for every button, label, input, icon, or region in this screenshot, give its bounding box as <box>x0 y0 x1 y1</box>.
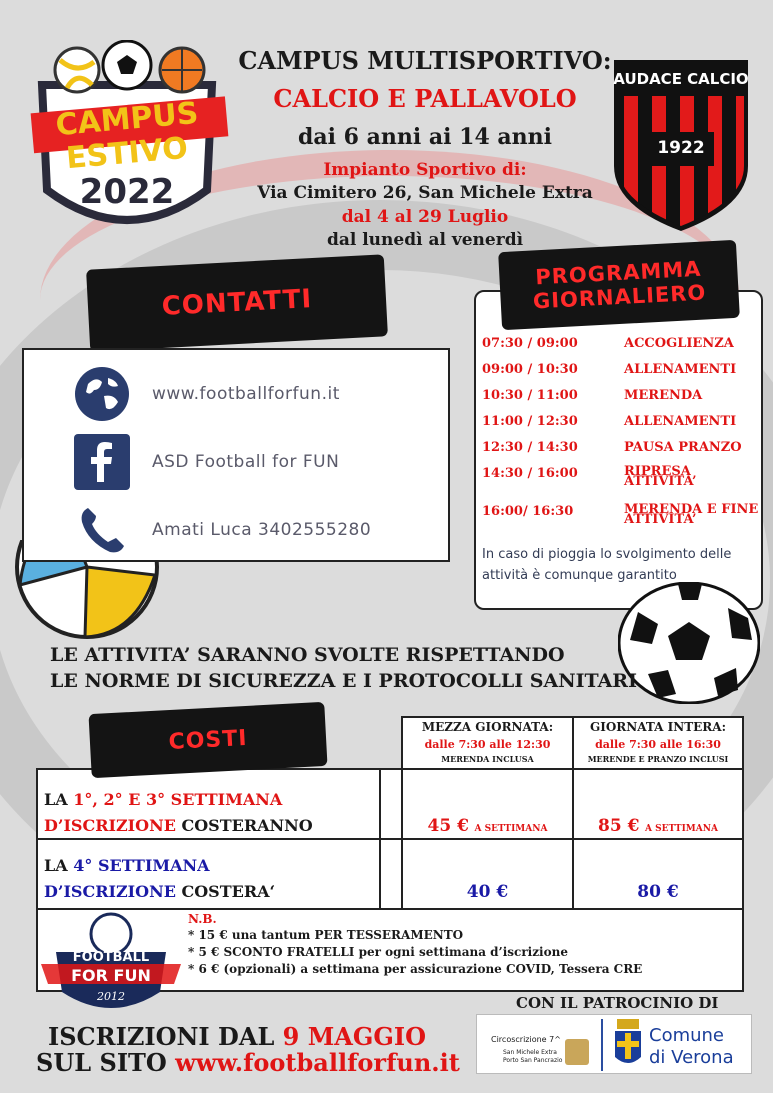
row1-price1: 45 € <box>427 816 469 836</box>
col2-note: MERENDE E PRANZO INCLUSI <box>587 754 729 764</box>
footer-sito-url[interactable]: www.footballforfun.it <box>175 1048 460 1077</box>
note-item: * 6 € (opzionali) a settimana per assicurazione COVID, Tessera CRE <box>188 962 643 976</box>
row1-price-full <box>574 816 742 836</box>
logo-divider <box>601 1019 603 1071</box>
soccer-ball-icon <box>618 582 760 704</box>
safety-line-2: LE NORME DI SICUREZZA E I PROTOCOLLI SANITARI <box>50 670 637 692</box>
contact-website-text: www.footballforfun.it <box>152 384 340 404</box>
row2-verb: COSTERA‘ <box>175 882 276 901</box>
row1-price2: 85 € <box>598 816 640 836</box>
programma-activity: PAUSA PRANZO <box>624 440 742 455</box>
globe-icon <box>74 366 130 422</box>
footer-sito <box>36 1048 460 1077</box>
circoscrizione-emblem <box>565 1039 589 1065</box>
programma-activity: ALLENAMENTI <box>624 362 737 377</box>
footer-sito-prefix: SUL SITO <box>36 1048 176 1077</box>
row2-weeks: 4° SETTIMANA <box>73 856 210 875</box>
col1-title: MEZZA GIORNATA: <box>421 720 554 734</box>
programma-title-line1: PROGRAMMA <box>534 256 702 290</box>
programma-activity: MERENDA E FINE ATTIVITA’ <box>624 502 759 527</box>
header-subtitle: CALCIO E PALLAVOLO <box>273 84 577 113</box>
programma-note: In caso di pioggia lo svolgimento delle attività è comunque garantito <box>482 547 732 583</box>
comune-line1: Comune <box>649 1025 725 1046</box>
header-ages: dai 6 anni ai 14 anni <box>297 124 553 150</box>
row1-price-half <box>403 816 572 836</box>
header-address: Via Cimitero 26, San Michele Extra <box>257 183 593 203</box>
col2-title: GIORNATA INTERA: <box>589 720 727 734</box>
contact-facebook-text: ASD Football for FUN <box>152 452 340 472</box>
safety-line-1: LE ATTIVITA’ SARANNO SVOLTE RISPETTANDO <box>50 644 565 666</box>
contatti-title <box>86 254 388 351</box>
circoscrizione-title: Circoscrizione 7^ <box>491 1035 561 1044</box>
phone-icon <box>74 502 130 558</box>
header-days: dal lunedì al venerdì <box>326 230 524 250</box>
audace-calcio-badge <box>610 56 752 231</box>
programma-box <box>474 290 763 610</box>
club-name: AUDACE CALCIO <box>613 70 749 88</box>
note-item: * 15 € una tantum PER TESSERAMENTO <box>188 928 464 942</box>
costi-title <box>88 702 327 778</box>
football-for-fun-logo <box>36 912 186 1022</box>
programma-title <box>498 240 740 330</box>
footer-iscrizioni <box>48 1022 426 1051</box>
campus-logo-word1: CAMPUS <box>54 95 200 144</box>
programma-time: 14:30 / 16:00 <box>482 466 578 481</box>
footer-iscr-prefix: ISCRIZIONI DAL <box>48 1022 283 1051</box>
programma-title-line2: GIORNALIERO <box>532 280 707 314</box>
footer-iscr-date: 9 MAGGIO <box>282 1022 427 1051</box>
contact-facebook-row[interactable] <box>74 434 339 490</box>
facebook-icon <box>74 434 130 490</box>
row1-label-2 <box>44 816 313 835</box>
row2-iscr: D’ISCRIZIONE <box>44 882 176 901</box>
row1-verb: COSTERANNO <box>175 816 313 835</box>
table-line <box>742 716 744 992</box>
fff-line2: FOR FUN <box>71 966 151 985</box>
table-line <box>36 908 744 910</box>
row2-la: LA <box>44 856 74 875</box>
col1-hours: dalle 7:30 alle 12:30 <box>424 738 551 751</box>
header-venue-label: Impianto Sportivo di: <box>323 160 527 180</box>
row2-price-full: 80 € <box>637 882 679 902</box>
header-title: CAMPUS MULTISPORTIVO: <box>238 46 612 75</box>
comune-line2: di Verona <box>649 1047 734 1068</box>
row2-label <box>44 856 210 875</box>
row1-unit1: A SETTIMANA <box>474 824 548 834</box>
club-year: 1922 <box>657 138 705 158</box>
col2-hours: dalle 7:30 alle 16:30 <box>595 738 721 751</box>
header-dates: dal 4 al 29 Luglio <box>341 207 509 227</box>
contacts-box <box>22 348 450 562</box>
verona-crest-icon <box>613 1019 643 1071</box>
programma-time: 11:00 / 12:30 <box>482 414 578 429</box>
contact-website-row[interactable] <box>74 366 340 422</box>
notes-title: N.B. <box>188 912 217 926</box>
programma-activity: RIPRESA ATTIVITA’ <box>624 464 697 489</box>
costi-title-text: COSTI <box>167 725 249 755</box>
row1-iscr: D’ISCRIZIONE <box>44 816 176 835</box>
campus-logo-year: 2022 <box>79 172 175 212</box>
row2-label-2 <box>44 882 275 901</box>
fff-line1: FOOTBALL <box>72 950 150 965</box>
contact-phone-row[interactable] <box>74 502 371 558</box>
programma-time: 16:00/ 16:30 <box>482 504 574 519</box>
table-line <box>36 838 744 840</box>
programma-time: 07:30 / 09:00 <box>482 336 578 351</box>
row1-unit2: A SETTIMANA <box>645 824 718 834</box>
row1-weeks: 1°, 2° E 3° SETTIMANA <box>73 790 283 809</box>
circoscrizione-sub1: San Michele Extra <box>503 1049 557 1056</box>
programma-activity: ALLENAMENTI <box>624 414 737 429</box>
col1-note: MERENDA INCLUSA <box>441 754 534 764</box>
row1-label <box>44 790 282 809</box>
row2-price-half: 40 € <box>466 882 509 902</box>
patrocinio-logos <box>476 1014 752 1074</box>
programma-activity: MERENDA <box>624 388 703 403</box>
patrocinio-label: CON IL PATROCINIO DI <box>516 994 719 1012</box>
programma-time: 10:30 / 11:00 <box>482 388 578 403</box>
programma-activity: ACCOGLIENZA <box>624 336 734 351</box>
note-item: * 5 € SCONTO FRATELLI per ogni settimana d’iscrizione <box>188 945 568 959</box>
circoscrizione-sub2: Porto San Pancrazio <box>503 1057 563 1064</box>
contatti-title-text: CONTATTI <box>161 284 313 322</box>
fff-year: 2012 <box>97 990 125 1003</box>
programma-time: 12:30 / 14:30 <box>482 440 578 455</box>
campus-logo-word2: ESTIVO <box>64 130 190 177</box>
contact-phone-text: Amati Luca 3402555280 <box>152 520 372 540</box>
campus-estivo-logo <box>22 40 232 250</box>
row1-la: LA <box>44 790 74 809</box>
table-line <box>379 768 381 908</box>
programma-time: 09:00 / 10:30 <box>482 362 578 377</box>
